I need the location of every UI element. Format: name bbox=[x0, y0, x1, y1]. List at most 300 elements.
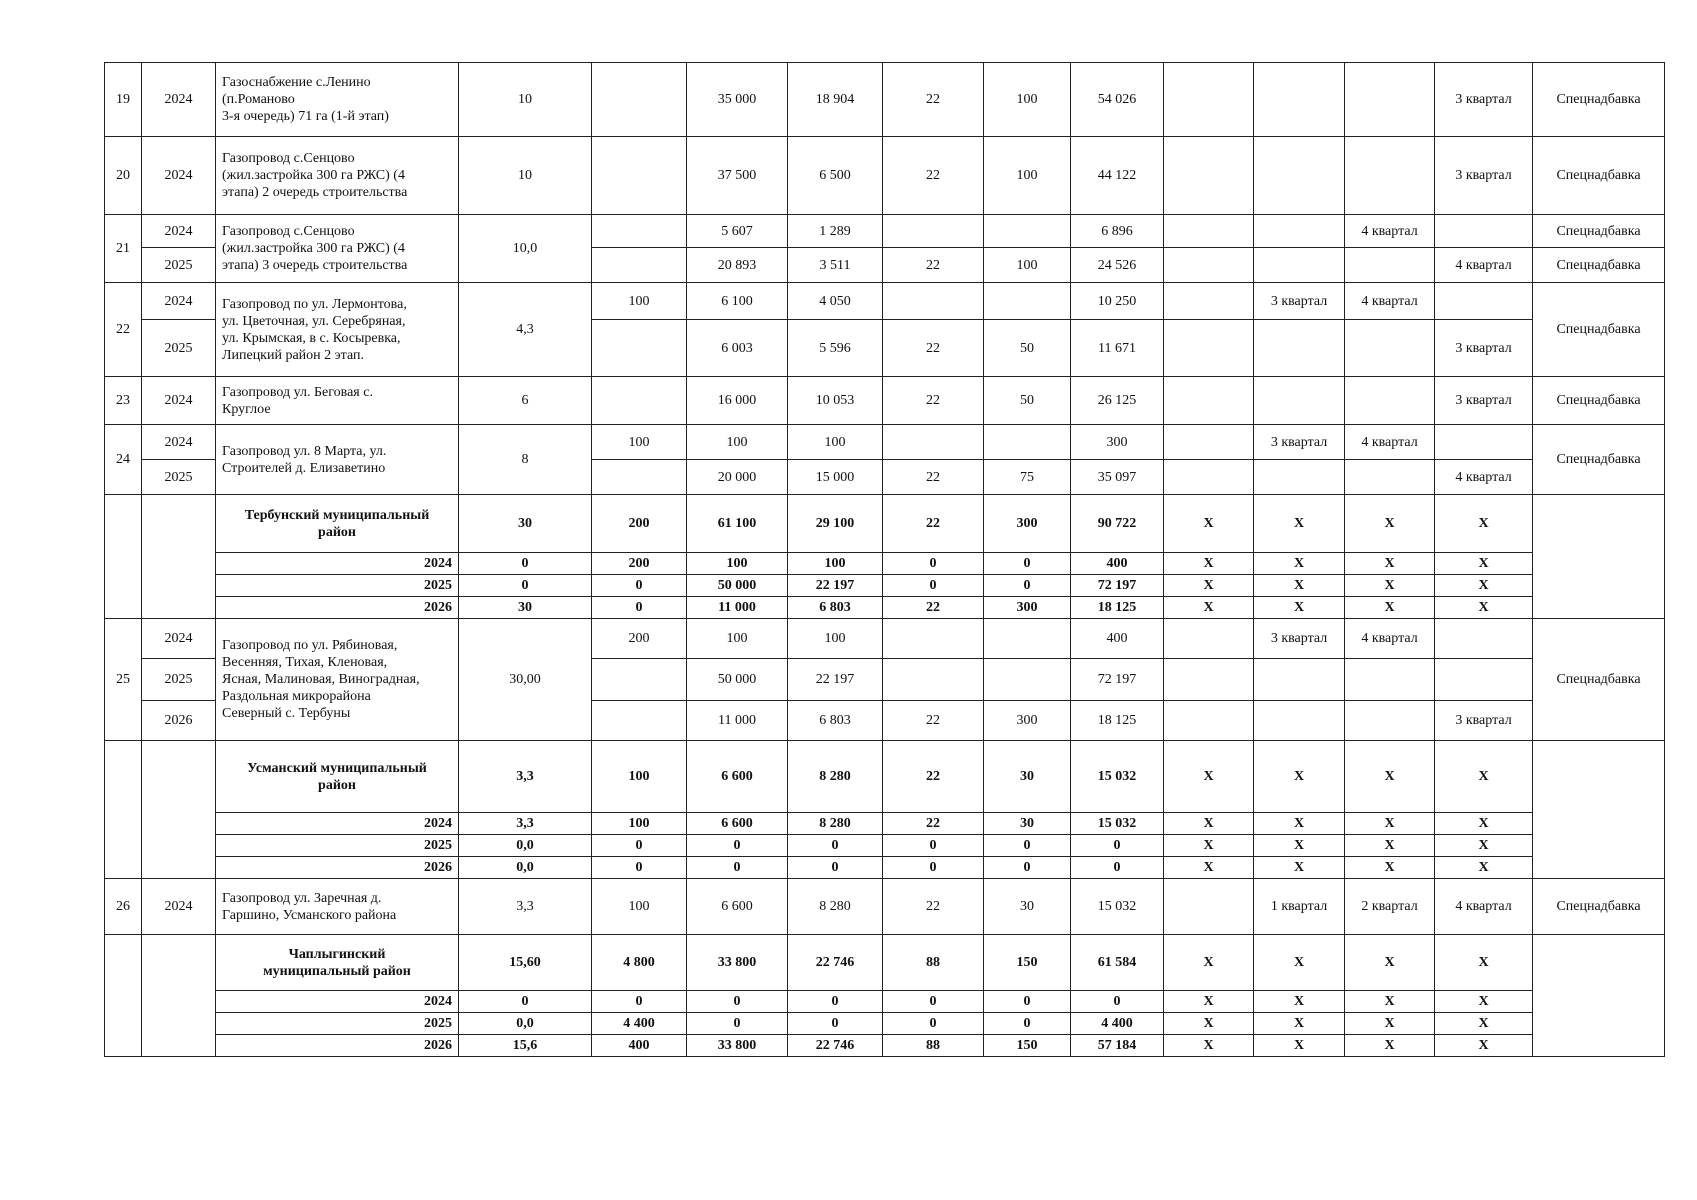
quarter-col-1: Х bbox=[1164, 813, 1254, 835]
note-cell: Спецнадбавка bbox=[1533, 879, 1665, 935]
length-cell: 0,0 bbox=[459, 1013, 592, 1035]
value-col-4 bbox=[883, 619, 984, 659]
value-col-3: 4 050 bbox=[788, 283, 883, 320]
value-col-2: 0 bbox=[687, 835, 788, 857]
value-col-1 bbox=[592, 377, 687, 425]
value-col-4: 22 bbox=[883, 248, 984, 283]
total-value: 300 bbox=[1071, 425, 1164, 460]
value-col-2: 37 500 bbox=[687, 137, 788, 215]
value-col-3: 15 000 bbox=[788, 460, 883, 495]
length-cell: 30 bbox=[459, 495, 592, 553]
note-cell: Спецнадбавка bbox=[1533, 215, 1665, 248]
year-label: 2024 bbox=[216, 991, 459, 1013]
note-cell: Спецнадбавка bbox=[1533, 283, 1665, 377]
year-cell: 2024 bbox=[142, 619, 216, 659]
district-total-row bbox=[105, 495, 1665, 553]
value-col-4: 22 bbox=[883, 879, 984, 935]
quarter-col-3 bbox=[1345, 701, 1435, 741]
project-row bbox=[105, 879, 1665, 935]
total-value: 0 bbox=[1071, 835, 1164, 857]
value-col-5: 30 bbox=[984, 879, 1071, 935]
quarter-col-1: Х bbox=[1164, 495, 1254, 553]
project-name: Газоснабжение с.Ленино (п.Романово 3-я очередь) 71 га (1-й этап) bbox=[216, 63, 459, 137]
length-cell: 15,60 bbox=[459, 935, 592, 991]
quarter-col-2: 3 квартал bbox=[1254, 283, 1345, 320]
value-col-4: 22 bbox=[883, 377, 984, 425]
value-col-2: 6 600 bbox=[687, 879, 788, 935]
value-col-4: 22 bbox=[883, 460, 984, 495]
empty-number-cell bbox=[105, 935, 142, 1057]
year-cell: 2025 bbox=[142, 320, 216, 377]
value-col-3: 0 bbox=[788, 857, 883, 879]
quarter-col-2: 3 квартал bbox=[1254, 619, 1345, 659]
quarter-col-1: Х bbox=[1164, 1035, 1254, 1057]
year-label: 2025 bbox=[216, 835, 459, 857]
total-value: 18 125 bbox=[1071, 701, 1164, 741]
quarter-col-4: 4 квартал bbox=[1435, 460, 1533, 495]
quarter-col-2: Х bbox=[1254, 1035, 1345, 1057]
empty-note-cell bbox=[1533, 495, 1665, 619]
value-col-2: 100 bbox=[687, 553, 788, 575]
total-value: 11 671 bbox=[1071, 320, 1164, 377]
row-number: 23 bbox=[105, 377, 142, 425]
quarter-col-2 bbox=[1254, 215, 1345, 248]
total-value: 0 bbox=[1071, 857, 1164, 879]
value-col-1: 0 bbox=[592, 857, 687, 879]
value-col-2: 5 607 bbox=[687, 215, 788, 248]
year-cell: 2025 bbox=[142, 248, 216, 283]
total-value: 400 bbox=[1071, 619, 1164, 659]
quarter-col-2 bbox=[1254, 137, 1345, 215]
length-cell: 8 bbox=[459, 425, 592, 495]
value-col-5 bbox=[984, 425, 1071, 460]
value-col-1: 200 bbox=[592, 495, 687, 553]
quarter-col-1 bbox=[1164, 248, 1254, 283]
value-col-2: 20 000 bbox=[687, 460, 788, 495]
project-row bbox=[105, 283, 1665, 320]
quarter-col-3: Х bbox=[1345, 1013, 1435, 1035]
quarter-col-2: Х bbox=[1254, 935, 1345, 991]
value-col-4 bbox=[883, 283, 984, 320]
year-cell: 2026 bbox=[142, 701, 216, 741]
total-value: 4 400 bbox=[1071, 1013, 1164, 1035]
project-name: Газопровод по ул. Рябиновая, Весенняя, Тихая, Кленовая, Ясная, Малиновая, Виноградная, Раздольная микрорайона Северный с. Тербуны bbox=[216, 619, 459, 741]
quarter-col-1 bbox=[1164, 425, 1254, 460]
total-value: 15 032 bbox=[1071, 741, 1164, 813]
quarter-col-4 bbox=[1435, 283, 1533, 320]
quarter-col-4 bbox=[1435, 659, 1533, 701]
value-col-2: 16 000 bbox=[687, 377, 788, 425]
quarter-col-3: Х bbox=[1345, 813, 1435, 835]
quarter-col-1 bbox=[1164, 320, 1254, 377]
value-col-2: 61 100 bbox=[687, 495, 788, 553]
quarter-col-3 bbox=[1345, 460, 1435, 495]
value-col-1: 400 bbox=[592, 1035, 687, 1057]
quarter-col-2 bbox=[1254, 460, 1345, 495]
value-col-2: 50 000 bbox=[687, 575, 788, 597]
value-col-3: 5 596 bbox=[788, 320, 883, 377]
value-col-5 bbox=[984, 215, 1071, 248]
project-name: Газопровод с.Сенцово (жил.застройка 300 га РЖС) (4 этапа) 2 очередь строительства bbox=[216, 137, 459, 215]
total-value: 15 032 bbox=[1071, 879, 1164, 935]
total-value: 57 184 bbox=[1071, 1035, 1164, 1057]
value-col-4 bbox=[883, 215, 984, 248]
value-col-5: 30 bbox=[984, 813, 1071, 835]
value-col-1 bbox=[592, 659, 687, 701]
district-year-row bbox=[105, 813, 1665, 835]
quarter-col-1: Х bbox=[1164, 575, 1254, 597]
year-cell: 2025 bbox=[142, 460, 216, 495]
quarter-col-2: Х bbox=[1254, 741, 1345, 813]
value-col-5 bbox=[984, 283, 1071, 320]
quarter-col-3: Х bbox=[1345, 935, 1435, 991]
quarter-col-2 bbox=[1254, 248, 1345, 283]
row-number: 20 bbox=[105, 137, 142, 215]
value-col-2: 6 600 bbox=[687, 741, 788, 813]
quarter-col-3 bbox=[1345, 63, 1435, 137]
quarter-col-1: Х bbox=[1164, 835, 1254, 857]
value-col-1 bbox=[592, 137, 687, 215]
total-value: 10 250 bbox=[1071, 283, 1164, 320]
quarter-col-3: 4 квартал bbox=[1345, 283, 1435, 320]
empty-year-cell bbox=[142, 935, 216, 1057]
quarter-col-3 bbox=[1345, 137, 1435, 215]
empty-note-cell bbox=[1533, 935, 1665, 1057]
quarter-col-1 bbox=[1164, 460, 1254, 495]
year-label: 2025 bbox=[216, 575, 459, 597]
value-col-2: 6 100 bbox=[687, 283, 788, 320]
value-col-5: 150 bbox=[984, 935, 1071, 991]
year-label: 2025 bbox=[216, 1013, 459, 1035]
value-col-1 bbox=[592, 215, 687, 248]
district-total-row bbox=[105, 741, 1665, 813]
district-year-row bbox=[105, 1035, 1665, 1057]
value-col-2: 100 bbox=[687, 619, 788, 659]
value-col-2: 11 000 bbox=[687, 701, 788, 741]
quarter-col-2 bbox=[1254, 63, 1345, 137]
quarter-col-1 bbox=[1164, 659, 1254, 701]
quarter-col-1 bbox=[1164, 215, 1254, 248]
length-cell: 10 bbox=[459, 63, 592, 137]
year-cell: 2024 bbox=[142, 879, 216, 935]
value-col-1 bbox=[592, 320, 687, 377]
value-col-4: 0 bbox=[883, 835, 984, 857]
value-col-1 bbox=[592, 701, 687, 741]
value-col-5: 75 bbox=[984, 460, 1071, 495]
length-cell: 0,0 bbox=[459, 835, 592, 857]
year-label: 2024 bbox=[216, 553, 459, 575]
value-col-3: 1 289 bbox=[788, 215, 883, 248]
value-col-4: 22 bbox=[883, 63, 984, 137]
quarter-col-4: 3 квартал bbox=[1435, 63, 1533, 137]
value-col-4 bbox=[883, 425, 984, 460]
value-col-5: 150 bbox=[984, 1035, 1071, 1057]
value-col-3: 0 bbox=[788, 835, 883, 857]
value-col-3: 0 bbox=[788, 1013, 883, 1035]
value-col-5: 30 bbox=[984, 741, 1071, 813]
value-col-5: 300 bbox=[984, 597, 1071, 619]
quarter-col-2: 3 квартал bbox=[1254, 425, 1345, 460]
row-number: 22 bbox=[105, 283, 142, 377]
value-col-2: 20 893 bbox=[687, 248, 788, 283]
value-col-1: 100 bbox=[592, 741, 687, 813]
value-col-3: 8 280 bbox=[788, 741, 883, 813]
row-number: 21 bbox=[105, 215, 142, 283]
quarter-col-3: Х bbox=[1345, 857, 1435, 879]
investment-program-table bbox=[104, 62, 1665, 1057]
quarter-col-2 bbox=[1254, 659, 1345, 701]
total-value: 6 896 bbox=[1071, 215, 1164, 248]
project-name: Газопровод ул. 8 Марта, ул. Строителей д. Елизаветино bbox=[216, 425, 459, 495]
total-value: 24 526 bbox=[1071, 248, 1164, 283]
value-col-5 bbox=[984, 659, 1071, 701]
district-year-row bbox=[105, 835, 1665, 857]
total-value: 400 bbox=[1071, 553, 1164, 575]
empty-number-cell bbox=[105, 495, 142, 619]
value-col-4: 0 bbox=[883, 991, 984, 1013]
value-col-1: 0 bbox=[592, 835, 687, 857]
quarter-col-3: Х bbox=[1345, 575, 1435, 597]
value-col-5: 50 bbox=[984, 377, 1071, 425]
value-col-3: 6 803 bbox=[788, 701, 883, 741]
value-col-2: 50 000 bbox=[687, 659, 788, 701]
project-name: Газопровод с.Сенцово (жил.застройка 300 га РЖС) (4 этапа) 3 очередь строительства bbox=[216, 215, 459, 283]
quarter-col-3: 4 квартал bbox=[1345, 425, 1435, 460]
value-col-1: 0 bbox=[592, 597, 687, 619]
value-col-1: 100 bbox=[592, 425, 687, 460]
value-col-4: 22 bbox=[883, 320, 984, 377]
value-col-4: 88 bbox=[883, 1035, 984, 1057]
value-col-3: 0 bbox=[788, 991, 883, 1013]
quarter-col-1 bbox=[1164, 137, 1254, 215]
length-cell: 10,0 bbox=[459, 215, 592, 283]
year-cell: 2024 bbox=[142, 215, 216, 248]
value-col-5 bbox=[984, 619, 1071, 659]
quarter-col-4: 3 квартал bbox=[1435, 701, 1533, 741]
quarter-col-2: Х bbox=[1254, 1013, 1345, 1035]
project-row bbox=[105, 425, 1665, 460]
empty-number-cell bbox=[105, 741, 142, 879]
value-col-3: 100 bbox=[788, 619, 883, 659]
value-col-4: 0 bbox=[883, 857, 984, 879]
quarter-col-1: Х bbox=[1164, 597, 1254, 619]
empty-note-cell bbox=[1533, 741, 1665, 879]
project-row bbox=[105, 63, 1665, 137]
value-col-4: 0 bbox=[883, 553, 984, 575]
row-number: 25 bbox=[105, 619, 142, 741]
value-col-1: 200 bbox=[592, 553, 687, 575]
length-cell: 15,6 bbox=[459, 1035, 592, 1057]
district-year-row bbox=[105, 553, 1665, 575]
value-col-5: 0 bbox=[984, 553, 1071, 575]
value-col-5: 100 bbox=[984, 63, 1071, 137]
value-col-3: 10 053 bbox=[788, 377, 883, 425]
value-col-3: 100 bbox=[788, 553, 883, 575]
value-col-2: 100 bbox=[687, 425, 788, 460]
value-col-3: 22 746 bbox=[788, 1035, 883, 1057]
project-row bbox=[105, 215, 1665, 248]
empty-year-cell bbox=[142, 741, 216, 879]
length-cell: 3,3 bbox=[459, 813, 592, 835]
quarter-col-3: 4 квартал bbox=[1345, 215, 1435, 248]
value-col-5: 100 bbox=[984, 248, 1071, 283]
quarter-col-3: Х bbox=[1345, 597, 1435, 619]
quarter-col-2 bbox=[1254, 377, 1345, 425]
year-cell: 2024 bbox=[142, 283, 216, 320]
quarter-col-2: Х bbox=[1254, 575, 1345, 597]
project-name: Газопровод ул. Беговая с. Круглое bbox=[216, 377, 459, 425]
length-cell: 3,3 bbox=[459, 741, 592, 813]
year-cell: 2024 bbox=[142, 137, 216, 215]
total-value: 54 026 bbox=[1071, 63, 1164, 137]
quarter-col-4 bbox=[1435, 619, 1533, 659]
quarter-col-2 bbox=[1254, 701, 1345, 741]
value-col-2: 6 003 bbox=[687, 320, 788, 377]
quarter-col-1: Х bbox=[1164, 741, 1254, 813]
quarter-col-1 bbox=[1164, 63, 1254, 137]
value-col-4: 22 bbox=[883, 597, 984, 619]
quarter-col-4: 4 квартал bbox=[1435, 248, 1533, 283]
value-col-3: 6 803 bbox=[788, 597, 883, 619]
quarter-col-2: Х bbox=[1254, 857, 1345, 879]
length-cell: 0,0 bbox=[459, 857, 592, 879]
value-col-3: 100 bbox=[788, 425, 883, 460]
value-col-1 bbox=[592, 460, 687, 495]
quarter-col-2: Х bbox=[1254, 813, 1345, 835]
quarter-col-4: Х bbox=[1435, 741, 1533, 813]
length-cell: 4,3 bbox=[459, 283, 592, 377]
project-name: Газопровод по ул. Лермонтова, ул. Цветочная, ул. Серебряная, ул. Крымская, в с. Косыревка, Липецкий район 2 этап. bbox=[216, 283, 459, 377]
value-col-5: 300 bbox=[984, 495, 1071, 553]
quarter-col-3 bbox=[1345, 320, 1435, 377]
value-col-5: 50 bbox=[984, 320, 1071, 377]
district-year-row bbox=[105, 597, 1665, 619]
value-col-2: 33 800 bbox=[687, 935, 788, 991]
quarter-col-4: Х bbox=[1435, 991, 1533, 1013]
district-name: Усманский муниципальный район bbox=[216, 741, 459, 813]
quarter-col-2: Х bbox=[1254, 495, 1345, 553]
district-total-row bbox=[105, 935, 1665, 991]
project-name: Газопровод ул. Заречная д. Гаршино, Усманского района bbox=[216, 879, 459, 935]
value-col-2: 11 000 bbox=[687, 597, 788, 619]
quarter-col-1: Х bbox=[1164, 857, 1254, 879]
project-row bbox=[105, 377, 1665, 425]
value-col-1: 100 bbox=[592, 813, 687, 835]
district-year-row bbox=[105, 991, 1665, 1013]
quarter-col-1 bbox=[1164, 879, 1254, 935]
value-col-4: 22 bbox=[883, 741, 984, 813]
value-col-3: 18 904 bbox=[788, 63, 883, 137]
total-value: 72 197 bbox=[1071, 659, 1164, 701]
value-col-5: 0 bbox=[984, 1013, 1071, 1035]
total-value: 18 125 bbox=[1071, 597, 1164, 619]
total-value: 35 097 bbox=[1071, 460, 1164, 495]
length-cell: 0 bbox=[459, 575, 592, 597]
total-value: 26 125 bbox=[1071, 377, 1164, 425]
district-name: Чаплыгинский муниципальный район bbox=[216, 935, 459, 991]
length-cell: 0 bbox=[459, 991, 592, 1013]
year-label: 2026 bbox=[216, 597, 459, 619]
year-label: 2024 bbox=[216, 813, 459, 835]
value-col-3: 29 100 bbox=[788, 495, 883, 553]
value-col-2: 6 600 bbox=[687, 813, 788, 835]
project-row bbox=[105, 619, 1665, 659]
value-col-2: 0 bbox=[687, 991, 788, 1013]
value-col-5: 0 bbox=[984, 835, 1071, 857]
total-value: 90 722 bbox=[1071, 495, 1164, 553]
quarter-col-4: 3 квартал bbox=[1435, 320, 1533, 377]
value-col-3: 3 511 bbox=[788, 248, 883, 283]
year-label: 2026 bbox=[216, 1035, 459, 1057]
quarter-col-3: Х bbox=[1345, 835, 1435, 857]
value-col-5: 0 bbox=[984, 857, 1071, 879]
quarter-col-2: Х bbox=[1254, 991, 1345, 1013]
year-label: 2026 bbox=[216, 857, 459, 879]
quarter-col-1 bbox=[1164, 283, 1254, 320]
value-col-4: 0 bbox=[883, 575, 984, 597]
value-col-3: 8 280 bbox=[788, 879, 883, 935]
total-value: 72 197 bbox=[1071, 575, 1164, 597]
length-cell: 30 bbox=[459, 597, 592, 619]
quarter-col-4: Х bbox=[1435, 575, 1533, 597]
quarter-col-4: Х bbox=[1435, 857, 1533, 879]
value-col-1 bbox=[592, 63, 687, 137]
empty-year-cell bbox=[142, 495, 216, 619]
quarter-col-4: Х bbox=[1435, 835, 1533, 857]
row-number: 19 bbox=[105, 63, 142, 137]
district-year-row bbox=[105, 857, 1665, 879]
value-col-2: 35 000 bbox=[687, 63, 788, 137]
value-col-5: 0 bbox=[984, 991, 1071, 1013]
quarter-col-1: Х bbox=[1164, 553, 1254, 575]
value-col-3: 22 197 bbox=[788, 659, 883, 701]
value-col-3: 22 197 bbox=[788, 575, 883, 597]
value-col-4 bbox=[883, 659, 984, 701]
value-col-2: 0 bbox=[687, 857, 788, 879]
quarter-col-3: Х bbox=[1345, 553, 1435, 575]
quarter-col-3 bbox=[1345, 659, 1435, 701]
value-col-4: 0 bbox=[883, 1013, 984, 1035]
quarter-col-3: Х bbox=[1345, 741, 1435, 813]
note-cell: Спецнадбавка bbox=[1533, 377, 1665, 425]
length-cell: 0 bbox=[459, 553, 592, 575]
length-cell: 30,00 bbox=[459, 619, 592, 741]
total-value: 44 122 bbox=[1071, 137, 1164, 215]
row-number: 24 bbox=[105, 425, 142, 495]
year-cell: 2025 bbox=[142, 659, 216, 701]
quarter-col-3: Х bbox=[1345, 991, 1435, 1013]
total-value: 61 584 bbox=[1071, 935, 1164, 991]
quarter-col-3: 4 квартал bbox=[1345, 619, 1435, 659]
quarter-col-4: Х bbox=[1435, 935, 1533, 991]
quarter-col-2 bbox=[1254, 320, 1345, 377]
value-col-1: 4 800 bbox=[592, 935, 687, 991]
quarter-col-1: Х bbox=[1164, 991, 1254, 1013]
quarter-col-2: Х bbox=[1254, 597, 1345, 619]
quarter-col-3: Х bbox=[1345, 1035, 1435, 1057]
total-value: 15 032 bbox=[1071, 813, 1164, 835]
quarter-col-2: Х bbox=[1254, 553, 1345, 575]
row-number: 26 bbox=[105, 879, 142, 935]
quarter-col-4: Х bbox=[1435, 495, 1533, 553]
quarter-col-4: Х bbox=[1435, 813, 1533, 835]
quarter-col-2: Х bbox=[1254, 835, 1345, 857]
value-col-1: 100 bbox=[592, 283, 687, 320]
value-col-4: 22 bbox=[883, 137, 984, 215]
length-cell: 6 bbox=[459, 377, 592, 425]
project-row bbox=[105, 137, 1665, 215]
quarter-col-3: Х bbox=[1345, 495, 1435, 553]
